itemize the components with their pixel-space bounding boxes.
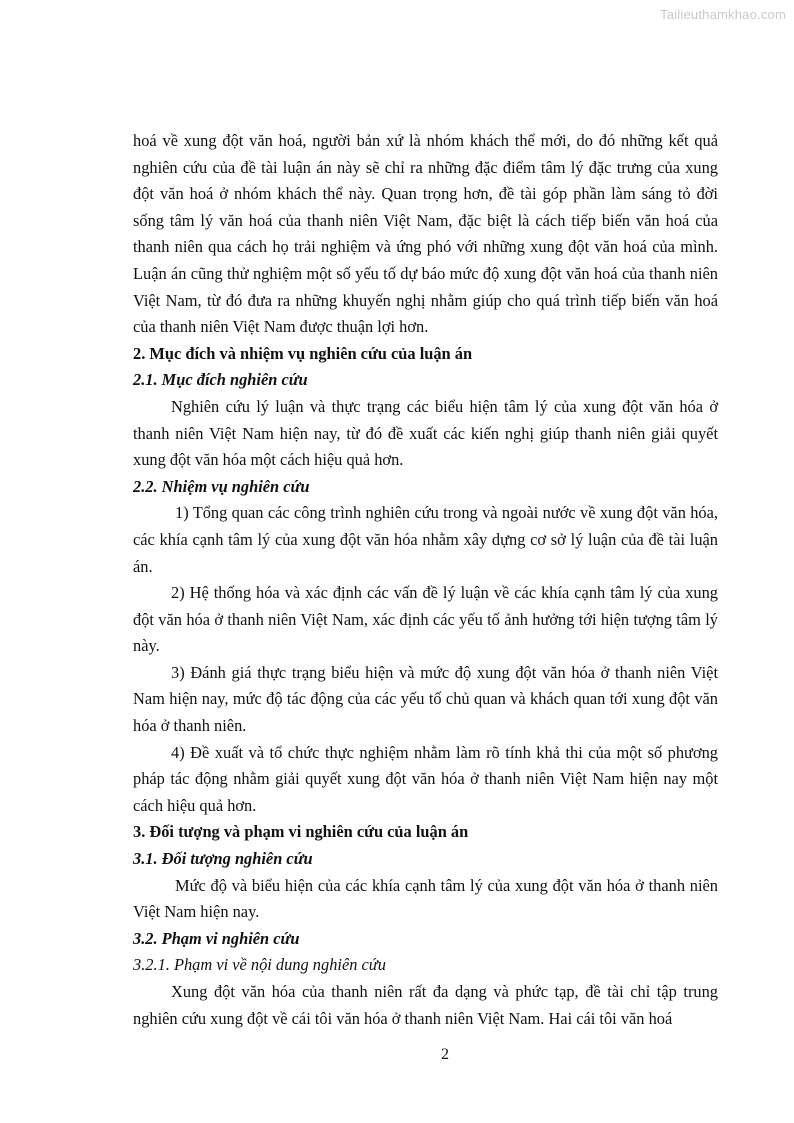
subsection-heading-2-1: 2.1. Mục đích nghiên cứu xyxy=(133,370,308,390)
page-number: 2 xyxy=(441,1046,449,1063)
paragraph-research-purpose: Nghiên cứu lý luận và thực trạng các biểu hiện tâm lý của xung đột văn hóa ở thanh niên Việt Nam hiện nay, từ đó đề xuất các kiến nghị giúp thanh niên giải quyết xung đột văn hóa một cách hiệu quả hơn. xyxy=(133,396,718,470)
document-body xyxy=(133,128,718,1032)
task-item-4: 4) Đề xuất và tổ chức thực nghiệm nhằm làm rõ tính khả thi của một số phương pháp tác động nhằm giải quyết xung đột văn hóa ở thanh niên Việt Nam hiện nay một cách hiệu quả hơn. xyxy=(133,742,718,815)
task-item-3: 3) Đánh giá thực trạng biểu hiện và mức độ xung đột văn hóa ở thanh niên Việt Nam hiện nay, mức độ tác động của các yếu tố chủ quan và khách quan tới xung đột văn hóa ở thanh niên. xyxy=(133,662,718,736)
watermark: Tailieuthamkhao.com xyxy=(660,7,786,22)
subsection-heading-3-2: 3.2. Phạm vi nghiên cứu xyxy=(133,928,300,948)
subsection-heading-2-2: 2.2. Nhiệm vụ nghiên cứu xyxy=(133,476,310,496)
paragraph-intro-continuation: hoá về xung đột văn hoá, người bản xứ là nhóm khách thể mới, do đó những kết quả nghiên cứu của đề tài luận án này sẽ chỉ ra những đặc điểm tâm lý đặc trưng của xung đột văn hoá ở nhóm khách thể này. Quan trọng hơn, đề tài góp phần làm sáng tỏ đời sống tâm lý văn hoá của thanh niên Việt Nam, đặc biệt là cách tiếp biến văn hoá của thanh niên qua cách họ trải nghiệm và ứng phó với những xung đột văn hoá của mình. Luận án cũng thử nghiệm một số yếu tố dự báo mức độ xung đột văn hoá của thanh niên Việt Nam, từ đó đưa ra những khuyến nghị nhằm giúp cho quá trình tiếp biến văn hoá của thanh niên Việt Nam được thuận lợi hơn. xyxy=(133,131,718,337)
section-heading-2: 2. Mục đích và nhiệm vụ nghiên cứu của luận án xyxy=(133,343,473,363)
subsection-heading-3-1: 3.1. Đối tượng nghiên cứu xyxy=(133,849,313,869)
paragraph-content-scope: Xung đột văn hóa của thanh niên rất đa dạng và phức tạp, đề tài chỉ tập trung nghiên cứu xung đột về cái tôi văn hóa ở thanh niên Việt Nam. Hai cái tôi văn hoá xyxy=(133,982,718,1028)
task-item-2: 2) Hệ thống hóa và xác định các vấn đề lý luận về các khía cạnh tâm lý của xung đột văn hóa ở thanh niên Việt Nam, xác định các yếu tố ảnh hưởng tới hiện tượng tâm lý này. xyxy=(133,583,718,656)
section-heading-3: 3. Đối tượng và phạm vi nghiên cứu của luận án xyxy=(133,822,469,842)
subsection-heading-3-2-1: 3.2.1. Phạm vi về nội dung nghiên cứu xyxy=(133,955,386,975)
task-item-1: 1) Tổng quan các công trình nghiên cứu trong và ngoài nước về xung đột văn hóa, các khía cạnh tâm lý của xung đột văn hóa nhằm xây dựng cơ sở lý luận của đề tài luận án. xyxy=(133,503,718,576)
paragraph-research-object: Mức độ và biểu hiện của các khía cạnh tâm lý của xung đột văn hóa ở thanh niên Việt Nam hiện nay. xyxy=(133,875,718,922)
